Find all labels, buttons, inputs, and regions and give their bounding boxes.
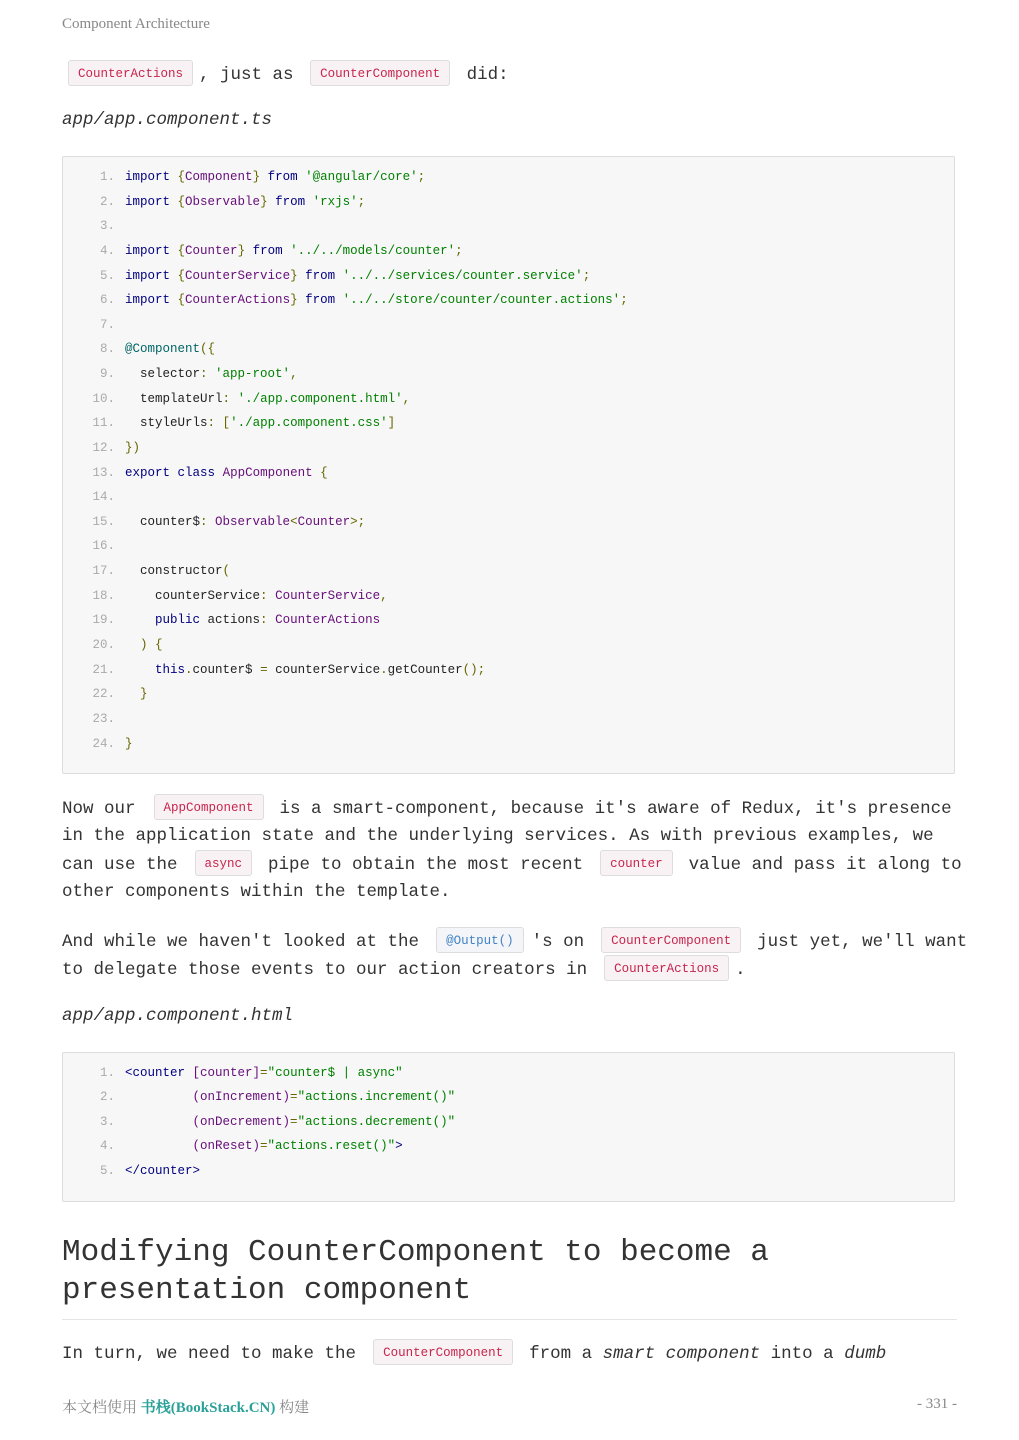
inline-code-counter-component-2: CounterComponent [601, 927, 741, 953]
heading-divider [62, 1319, 957, 1320]
code-line: 1. import {Component} from '@angular/core'; [99, 170, 426, 184]
code-line: 18. counterService: CounterService, [92, 589, 388, 603]
code-line: 15. counter$: Observable<Counter>; [92, 515, 366, 529]
code-line: 2. import {Observable} from 'rxjs'; [99, 195, 366, 209]
code-line: 5. </counter> [99, 1164, 201, 1178]
intro-line [62, 60, 509, 86]
code-line: 21. this.counter$ = counterService.getCounter(); [92, 663, 486, 677]
code-line: 19. public actions: CounterActions [92, 613, 381, 627]
code-line: 23. [92, 712, 115, 726]
bookstack-link[interactable]: 书栈(BookStack.CN) [140, 1400, 276, 1416]
code-line: 1. <counter [counter]="counter$ | async" [99, 1066, 403, 1080]
code-line: 16. [92, 539, 115, 553]
code-line: 8. @Component({ [99, 342, 216, 356]
paragraph-dumb-component: In turn, we need to make the CounterComponent from a smart component into a dumb [62, 1339, 962, 1367]
code-line: 20. ) { [92, 638, 163, 652]
footer-credit: 本文档使用 书栈(BookStack.CN) 构建 [62, 1400, 310, 1416]
file-name-ts: app/app.component.ts [62, 110, 273, 130]
code-line: 22. } [92, 687, 148, 701]
page-number: - 331 - [917, 1396, 957, 1412]
inline-code-counter-actions: CounterActions [68, 60, 193, 86]
chapter-title: Component Architecture [62, 16, 210, 32]
code-line: 13. export class AppComponent { [92, 466, 328, 480]
code-line: 7. [99, 318, 115, 332]
code-line: 4. import {Counter} from '../../models/counter'; [99, 244, 463, 258]
inline-code-counter-component-3: CounterComponent [373, 1339, 513, 1365]
intro-text-1: , just as [199, 65, 294, 85]
intro-text-2: did: [466, 65, 509, 85]
inline-code-async: async [195, 850, 253, 876]
code-line: 14. [92, 490, 115, 504]
code-line: 12. }) [92, 441, 141, 455]
inline-code-output: @Output() [436, 927, 524, 953]
code-line: 24. } [92, 737, 133, 751]
inline-code-counter-component: CounterComponent [310, 60, 450, 86]
code-line: 9. selector: 'app-root', [99, 367, 298, 381]
inline-code-counter: counter [600, 850, 673, 876]
code-block-html [62, 1052, 955, 1202]
paragraph-smart-component: Now our AppComponent is a smart-component, because it's aware of Redux, it's presence in the application state and the underlying services. As with previous examples, we can use the async pipe to obtain the most recent counter value and pass it along to other components within the template. [62, 794, 962, 906]
code-line: 3. [99, 219, 115, 233]
code-line: 10. templateUrl: './app.component.html', [92, 392, 411, 406]
code-line: 3. (onDecrement)="actions.decrement()" [99, 1115, 456, 1129]
code-line: 11. styleUrls: ['./app.component.css'] [92, 416, 396, 430]
code-line: 4. (onReset)="actions.reset()"> [99, 1139, 403, 1153]
code-block-ts [62, 156, 955, 774]
code-line: 17. constructor( [92, 564, 231, 578]
file-name-html: app/app.component.html [62, 1006, 294, 1026]
inline-code-app-component: AppComponent [154, 794, 264, 820]
code-line: 2. (onIncrement)="actions.increment()" [99, 1090, 456, 1104]
code-line: 6. import {CounterActions} from '../../store/counter/counter.actions'; [99, 293, 628, 307]
code-line: 5. import {CounterService} from '../../services/counter.service'; [99, 269, 591, 283]
paragraph-output-delegation: And while we haven't looked at the @Output() 's on CounterComponent just yet, we'll want to delegate those events to our action creators in CounterActions . [62, 927, 962, 983]
section-heading: Modifying CounterComponent to become a presentation component [62, 1235, 769, 1308]
inline-code-counter-actions-2: CounterActions [604, 955, 729, 981]
